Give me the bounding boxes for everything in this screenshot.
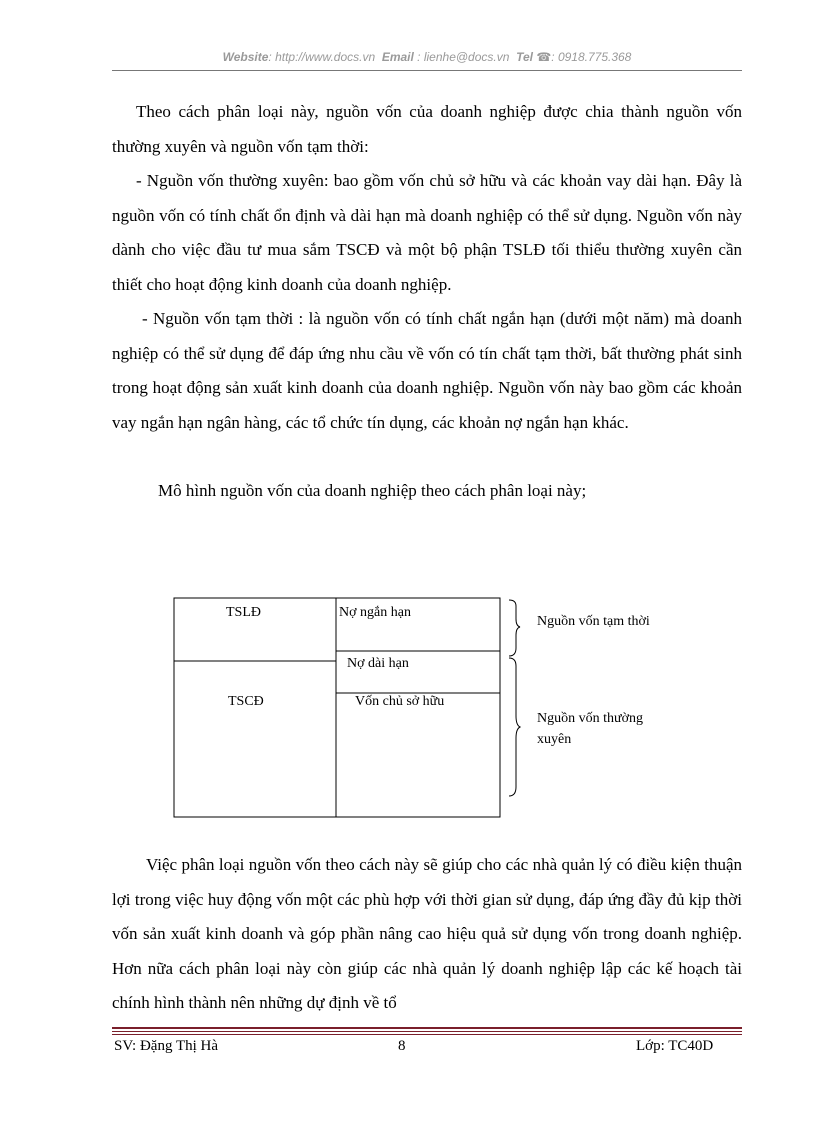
brace-temporary [509, 600, 520, 656]
footer-page-number: 8 [398, 1038, 406, 1054]
footer-class: Lớp: TC40D [636, 1038, 714, 1054]
label-no-ngan-han: Nợ ngắn hạn [339, 605, 411, 620]
label-tsld: TSLĐ [226, 605, 261, 620]
label-tscd: TSCĐ [228, 694, 264, 709]
footer-divider-thin-2 [112, 1034, 742, 1035]
label-no-dai-han: Nợ dài hạn [347, 656, 409, 671]
footer-student: SV: Đặng Thị Hà [114, 1038, 219, 1054]
tel-value: : 0918.775.368 [551, 50, 632, 64]
phone-icon: ☎ [536, 50, 552, 64]
paragraph-2: - Nguồn vốn thường xuyên: bao gồm vốn chủ sở hữu và các khoản vay dài hạn. Đây là nguồn vốn có tính chất ổn định và dài hạn mà doanh nghiệp có thể sử dụng. Nguồn vốn này dành cho việc đầu tư mua sắm TSCĐ và một bộ phận TSLĐ tối thiểu thường xuyên cần thiết cho hoạt động kinh doanh của doanh nghiệp. [112, 171, 742, 294]
label-nguon-von-tam-thoi: Nguồn vốn tạm thời [537, 614, 650, 629]
label-nguon-von-thuong-xuyen-line2: xuyên [537, 732, 572, 747]
paragraph-1: Theo cách phân loại này, nguồn vốn của doanh nghiệp được chia thành nguồn vốn thường xuyên và nguồn vốn tạm thời: [112, 102, 742, 156]
tel-label: Tel [516, 50, 533, 64]
website-value: : http://www.docs.vn [268, 50, 376, 64]
diagram-outer-box [174, 598, 500, 817]
website-label: Website [222, 50, 269, 64]
footer-divider-thin-1 [112, 1031, 742, 1032]
brace-permanent [509, 658, 520, 796]
paragraph-3: - Nguồn vốn tạm thời : là nguồn vốn có tính chất ngắn hạn (dưới một năm) mà doanh nghiệp có thể sử dụng để đáp ứng nhu cầu về vốn có tín chất tạm thời, bất thường phát sinh trong hoạt động sản xuất kinh doanh của doanh nghiệp. Nguồn vốn này bao gồm các khoản vay ngắn hạn ngân hàng, các tổ chức tín dụng, các khoản nợ ngắn hạn khác. [112, 309, 742, 432]
paragraph-4: Mô hình nguồn vốn của doanh nghiệp theo cách phân loại này; [158, 481, 587, 500]
label-nguon-von-thuong-xuyen-line1: Nguồn vốn thường [537, 711, 643, 726]
footer-divider-thick [112, 1027, 742, 1029]
email-label: Email [381, 50, 414, 64]
label-von-chu-so-huu: Vốn chủ sở hữu [355, 694, 445, 709]
paragraph-5: Việc phân loại nguồn vốn theo cách này sẽ giúp cho các nhà quản lý có điều kiện thuận lợi trong việc huy động vốn một các phù hợp với thời gian sử dụng, đáp ứng đầy đủ kịp thời vốn sản xuất kinh doanh và góp phần nâng cao hiệu quả sử dụng vốn trong doanh nghiệp. Hơn nữa cách phân loại này còn giúp các nhà quản lý doanh nghiệp lập các kế hoạch tài chính hình thành nên những dự định về tổ [112, 855, 742, 1012]
email-value: : lienhe@docs.vn [417, 50, 510, 64]
